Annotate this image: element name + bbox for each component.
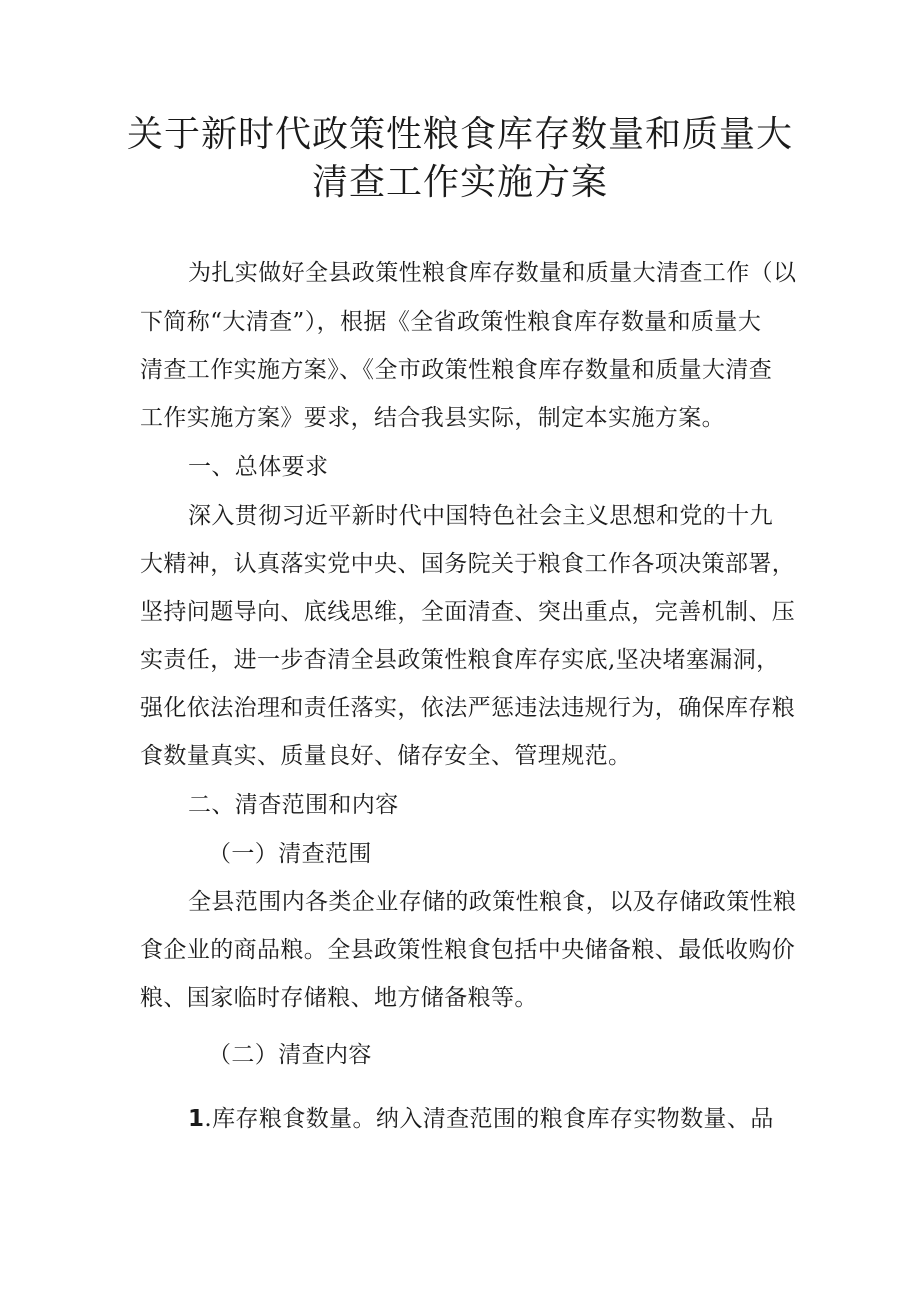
section-1-line-4: 实责任，进一步杳清全县政策性粮食库存实底,坚决堵塞漏洞， — [140, 647, 780, 673]
subsection-1-line-3: 粮、国家临时存储粮、地方储备粮等。 — [140, 985, 538, 1011]
section-1-line-2: 大精神，认真落实党中央、国务院关于粮食工作各项决策部署， — [140, 551, 796, 577]
section-1-line-6: 食数量真实、质量良好、储存安全、管理规范。 — [140, 743, 632, 769]
subsection-2-heading: （二）清查内容 — [208, 1042, 372, 1068]
section-1-line-5: 强化依法治理和责任落实，依法严惩违法违规行为，确保库存粮 — [140, 695, 796, 721]
item-1-number: 1 — [188, 1106, 205, 1132]
subsection-1-line-1: 全县范围内各类企业存储的政策性粮食，以及存储政策性粮 — [188, 889, 797, 915]
item-1-line — [188, 1104, 774, 1134]
intro-line-2: 下简称“大清查”），根据《全省政策性粮食库存数量和质量大 — [140, 309, 762, 335]
subsection-1-heading: （一）清查范围 — [208, 841, 372, 867]
subsection-1-line-2: 食企业的商品粮。全县政策性粮食包括中央储备粮、最低收购价 — [140, 937, 796, 963]
section-1-line-3: 坚持问题导向、底线思维，全面清查、突出重点，完善机制、压 — [140, 599, 796, 625]
document-title-line-2: 清查工作实施方案 — [311, 162, 608, 203]
section-2-heading: 二、清杳范围和内容 — [188, 792, 399, 818]
intro-line-1: 为扎实做好全县政策性粮食库存数量和质量大清查工作（以 — [188, 260, 797, 286]
section-1-heading: 一、总体要求 — [188, 454, 329, 480]
intro-line-4: 工作实施方案》要求，结合我县实际，制定本实施方案。 — [140, 405, 725, 431]
section-1-line-1: 深入贯彻习近平新时代中国特色社会主义思想和党的十九 — [188, 503, 773, 529]
intro-line-3: 清查工作实施方案》、《全市政策性粮食库存数量和质量大清查 — [140, 357, 773, 383]
document-title-line-1: 关于新时代政策性粮食库存数量和质量大 — [126, 114, 793, 155]
item-1-text: .库存粮食数量。纳入清查范围的粮食库存实物数量、品 — [204, 1106, 774, 1132]
